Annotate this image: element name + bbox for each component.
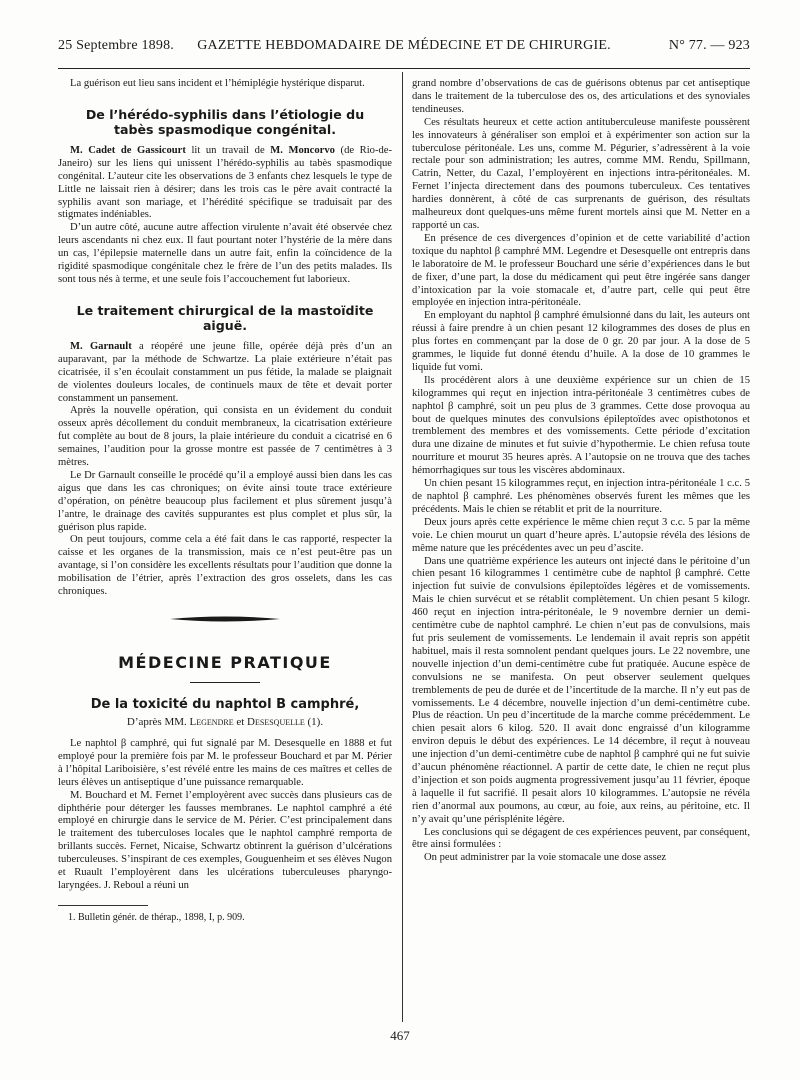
ornamental-divider [170,615,280,623]
paragraph: grand nombre d’observations de cas de guérisons obtenus par cet antiseptique dans le traitement de la tuberculose des os, des articulations et des synoviales tendineuses. [412,78,750,115]
header-journal-title: GAZETTE HEBDOMADAIRE DE MÉDECINE ET DE CHIRURGIE. [197,38,611,53]
header-rule [58,68,750,69]
paragraph: Ils procédèrent alors à une deuxième expérience sur un chien de 15 kilogrammes qui reçut en injection intra-péritonéale 3 centimètres cubes de naphtol β camphré, soit un peu plus de 3 grammes. Cette dose provoqua au bout de quelques minutes des convulsions épileptoïdes avec opisthotonos et tremblement des membres et des vomissements. Cette période d’excitation dura une dizaine de minutes et fut suivie d’hypothermie. Le chien refusa toute nourriture et mourut 35 heures après. A l’autopsie on ne trouva que des taches hémorrhagiques sur tous les viscères abdominaux. [412,374,750,477]
paragraph: Dans une quatrième expérience les auteurs ont injecté dans le péritoine d’un chien pesant 16 kilogrammes 1 centimètre cube de naphtol β camphré. Cette injection fut suivie de convulsions épileptoïdes légères et de vomissements. Mais le chien survécut et se rétablit complètement. Un chien pesant 5 kilogr. 460 reçut en injection intra-péritonéale, le 9 novembre dernier un demi-centimètre cube de naphtol camphré. Le chien n’eut pas de convulsions, mais fut pris seulement de vomissements. Le lendemain il avait repris son appétit habituel, mais il resta somnolent pendant quelques jours. Le 22 novembre, une nouvelle injection d’un demi-centimètre cube fut pratiquée. Aucune espèce de convulsions ne se manifesta. On peut observer seulement quelques tremblements de peu de durée et de l’incertitude de la marche. Il n’y eut pas de vomissements. Le 4 décembre, nouvelle injection d’un demi-centimètre cube. Plus de réaction. Un peu d’incertitude de la marche comme précédemment. Le chien pesait alors 6 kilog. 520. Il avait donc engraissé d’un kilogramme environ depuis le début des expériences. Le 14 décembre, il reçut à nouveau une injection d’un demi-centimètre cube de naphtol β camphré qui ne fut suivie d’aucun phénomène réactionnel. A partir de cette date, le chien ne reçut plus d’injection et son poids augmenta progressivement jusqu’au 11 février, époque à laquelle il fut sacrifié. Il pesait alors 10 kilogrammes. L’autopsie ne révéla rien d’anormal aux poumons, au cœur, au foie, aux reins, au péritoine, etc. Il n’y avait qu’une périsplénite légère. [412,555,750,825]
author-name: Legendre [189,716,234,728]
paragraph: Ces résultats heureux et cette action antituberculeuse manifeste poussèrent les innovateurs à généraliser son emploi et à expérimenter son action sur la tuberculose péritonéale. Les uns, comme M. Pégurier, s’adressèrent à la voie rectale pour son administration; les autres, comme MM. Rendu, Spillmann, Catrin, Netter, du Cazal, l’employèrent en injections intra-péritonéales. M. Fernet l’injecta directement dans des poumons tuberculeux. Ces tentatives hardies donnèrent, à côté de cas surprenants de guérison, des résultats malheureux dont quelques-uns même furent mortels ainsi que M. Netter en a rapporté un cas. [412,116,750,231]
author-name: M. Garnault [70,340,132,352]
paragraph: En employant du naphtol β camphré émulsionné dans du lait, les auteurs ont réussi à faire prendre à un chien pesant 12 kilogrammes des doses de plus en plus fortes en commençant par la dose de 0 gr. 20 par jour. A la dose de 5 grammes, le liquide fut donné étendu d’huile. A la dose de 10 grammes le liquide fut vomi. [412,310,750,373]
paragraph: On peut administrer par la voie stomacale une dose assez [424,852,667,864]
section-title-medecine-pratique: MÉDECINE PRATIQUE [118,653,332,672]
paragraph: Un chien pesant 15 kilogrammes reçut, en injection intra-péritonéale 1 c.c. 5 de naphtol β camphré. Les phénomènes observés furent les mêmes que les précédents. Mais le chien se rétablit et prit de la nourriture. [412,478,750,515]
author-name: M. Cadet de Gassicourt [70,144,186,156]
header-date: 25 Septembre 1898. [58,38,174,53]
paragraph [58,145,392,222]
text-run: D’après MM. [126,716,190,728]
paragraph: M. Bouchard et M. Fernet l’employèrent avec succès dans plusieurs cas de diphthérie pour déterger les fausses membranes. Le naphtol camphré a été employé en chirurgie dans le service de M. Périer. C’est principalement dans le traitement des tuberculoses locales que le naphtol camphré remporta de brillants succès. Fernet, Nicaise, Schwartz obtinrent la guérison d’ulcérations tuberculeuses. S’inspirant de ces exemples, Gouguenheim et ses élèves Nugon et Ruault l’employèrent dans les ulcérations tuberculeuses pharyngo-laryngées. J. Reboul a réuni un [58,789,392,891]
section-heading-mastoidite: Le traitement chirurgical de la mastoïdite aiguë. [76,302,374,333]
footnote: 1. Bulletin génér. de thérap., 1898, I, p. 909. [68,911,245,923]
paragraph: On peut toujours, comme cela a été fait dans le cas rapporté, respecter la caisse et les organes de la transmission, mais ce n’est peut-être pas un avantage, si l’on considère les excellents résultats pour l’audition que donne la mobilisation de l’étrier, après l’extraction des gros osselets, dans les cas chroniques. [58,534,392,598]
text-run: a réopéré une jeune fille, opérée déjà près d’un an auparavant, par la méthode de Schwartze. La plaie extérieure n’était pas cicatrisée, il s’en écoulait constamment un pus fétide, la malade se plaignait de violentes douleurs locales, de continuels maux de tête et devait porter constamment un pansement. [58,340,392,404]
paragraph: Deux jours après cette expérience le même chien reçut 3 c.c. 5 par la même voie. Le chien mourut un quart d’heure après. L’autopsie révéla des lésions de même nature que les précédentes avec un peu d’ascite. [412,516,750,554]
text-run: (de Rio-de-Janeiro) sur les liens qui unissent l’hérédo-syphilis au tabès spasmodique congénital. L’auteur cite les observations de 3 enfants chez lesquels le type de Little ne laissait rien à désirer; dans les trois cas le père avait contracté la syphilis avant son mariage, et l’hérédité spécifique se traduisait par des stigmates indéniables. [58,144,392,221]
text-run: lit un travail de [185,144,271,156]
footnote-ref: (1). [304,716,324,728]
paragraph: En présence de ces divergences d’opinion et de cette variabilité d’action toxique du naphtol β camphré MM. Legendre et Desesquelle ont entrepris dans le laboratoire de M. le professeur Bouchard une série d’expériences dans le but de fixer, d’une part, la dose du médicament qui peut être ingérée sans danger d’intoxication par la voie stomacale et, d’autre part, celle qui peut être employée en injection intra-péritonéale. [412,232,750,309]
intro-paragraph: La guérison eut lieu sans incident et l’hémiplégie hystérique disparut. [70,78,365,89]
section-heading-heredo-syphilis: De l’hérédo-syphilis dans l’étiologie du tabès spasmodique congénital. [85,106,365,137]
header-issue-number: N° 77. — 923 [668,38,750,53]
paragraph: Après la nouvelle opération, qui consista en un évidement du conduit osseux après décollement du conduit membraneux, la cicatrisation extérieure fut complète au bout de 8 jours, la plaie intérieure du conduit a cicatrisé en 6 semaines, l’audition pour la grosse montre est passée de 7 centimètres à 3 mètres. [58,405,392,469]
author-name: M. Moncorvo [270,144,335,156]
paragraph: Le naphtol β camphré, qui fut signalé par M. Desesquelle en 1888 et fut employé pour la première fois par M. le professeur Bouchard et par M. Périer à l’hôpital Lariboisière, s’est révélé entre les mains de ces maîtres et celles de leurs élèves un antiseptique d’une puissance remarquable. [58,738,392,788]
section-rule [190,682,260,683]
right-column [412,78,750,1068]
article-title: De la toxicité du naphtol B camphré, [90,697,360,712]
page-number: 467 [390,1028,410,1043]
footnote-rule [58,905,148,906]
paragraph [58,341,392,406]
left-column [58,78,392,1068]
article-byline [58,716,392,728]
paragraph: D’un autre côté, aucune autre affection virulente n’avait été observée chez leurs ascendants ni chez eux. Il faut pourtant noter l’hystérie de la mère dans un cas, l’épilepsie maternelle dans un autre fait, enfin la coïncidence de la rigidité spasmodique congénitale chez le frère de l’un des petits malades. Ils sont tous nés à terme, et une seule fois l’accouchement fut laborieux. [58,222,392,285]
paragraph: Les conclusions qui se dégagent de ces expériences peuvent, par conséquent, être ainsi formulées : [412,826,750,851]
paragraph: Le Dr Garnault conseille le procédé qu’il a employé aussi bien dans les cas aigus que dans les cas chroniques; on évite ainsi toute trace extérieure d’opération, on pénètre beaucoup plus facilement et plus sûrement jusqu’à l’antre, le drainage des cavités suppurantes est plus complet et plus sûr, la guérison plus rapide. [58,469,392,533]
running-header [58,38,750,60]
text-run: et [233,716,248,728]
column-divider [402,72,403,1022]
author-name: Desesquelle [247,716,305,728]
